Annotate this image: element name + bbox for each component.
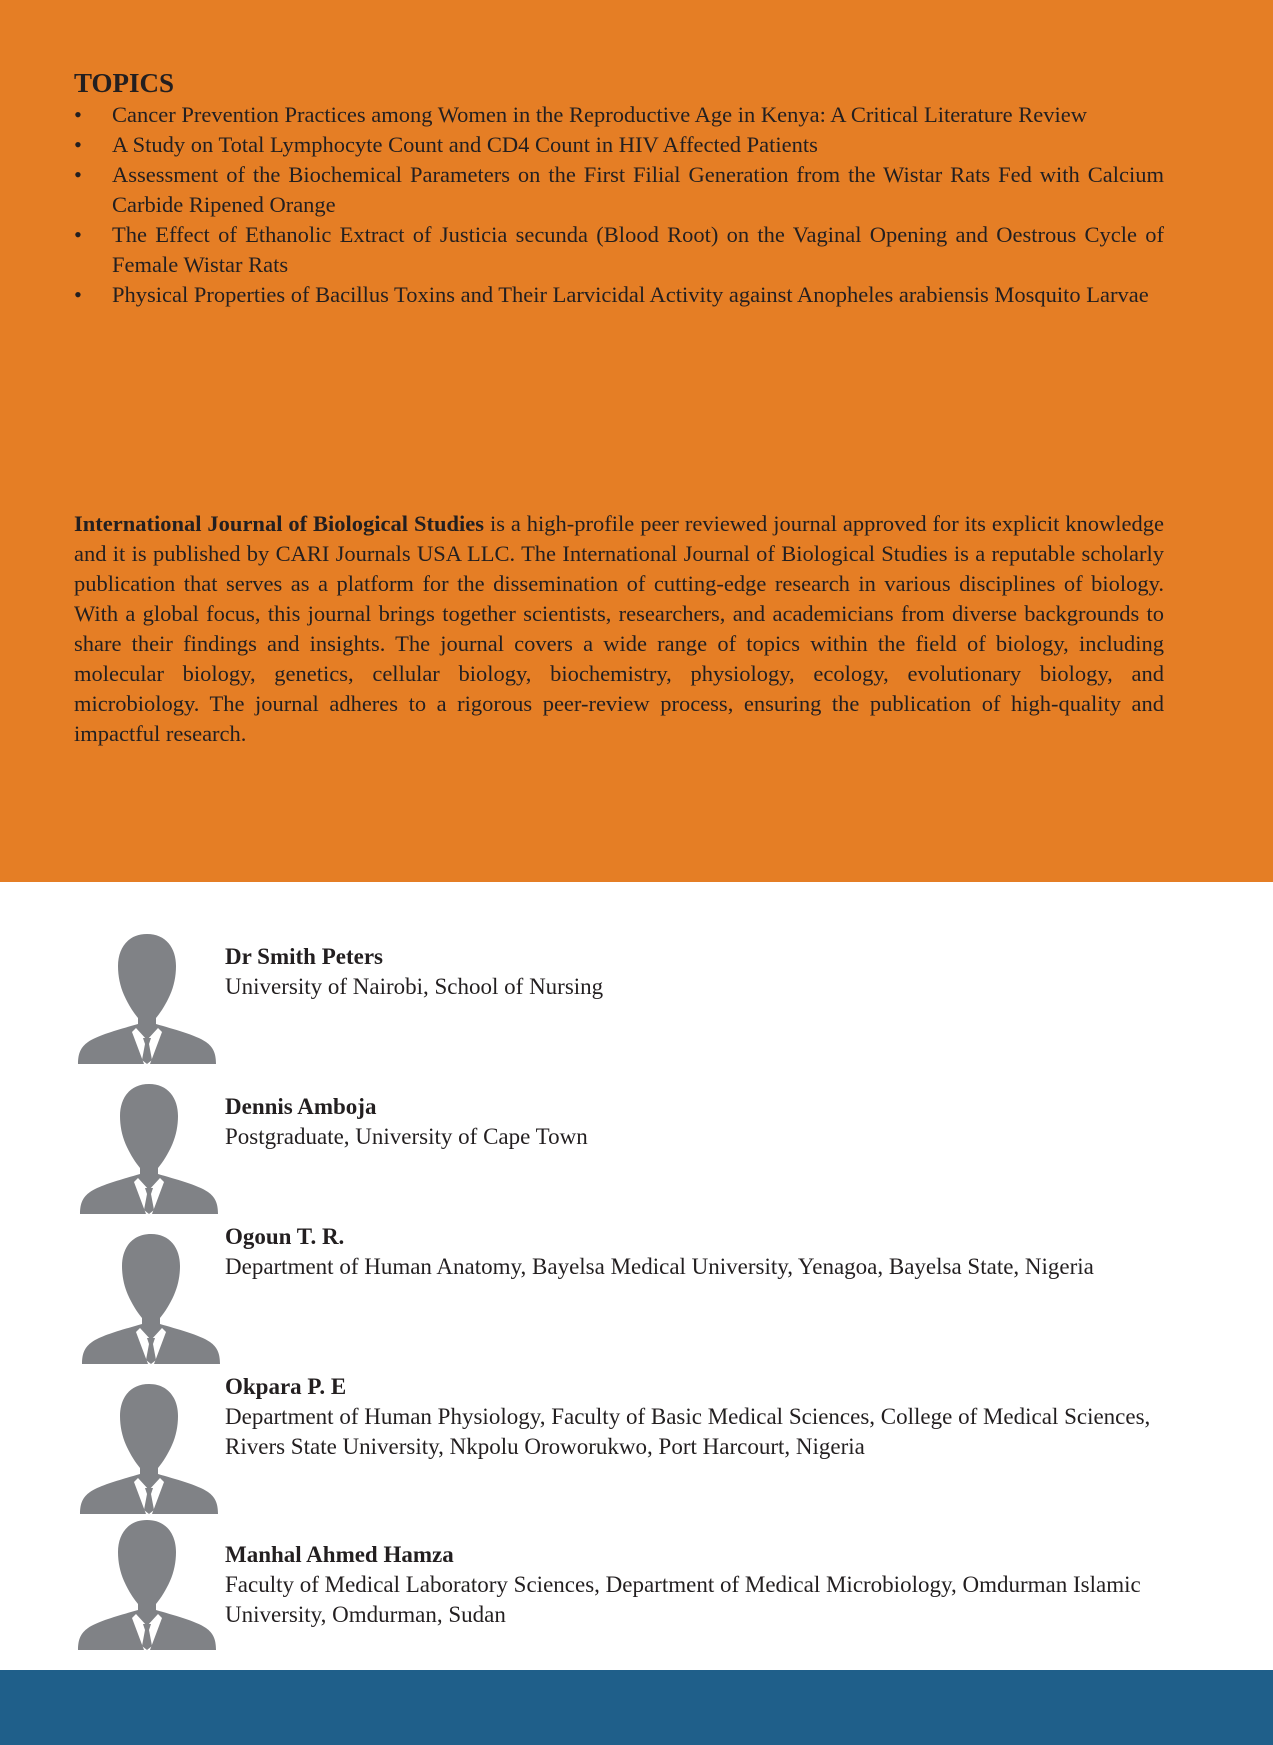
- person-silhouette-icon: [78, 1382, 220, 1514]
- topic-text: Physical Properties of Bacillus Toxins and Their Larvicidal Activity against Anopheles arabiensis Mosquito Larvae: [112, 282, 1149, 307]
- author-name: Manhal Ahmed Hamza: [225, 1542, 454, 1567]
- bullet: •: [74, 222, 82, 247]
- author-affiliation: Faculty of Medical Laboratory Sciences, Department of Medical Microbiology, Omdurman Islamic University, Omdurman, Sudan: [225, 1572, 1141, 1627]
- journal-name: International Journal of Biological Studies: [74, 511, 485, 536]
- topic-item: [74, 130, 1164, 160]
- person-silhouette-icon: [76, 1518, 218, 1650]
- topic-text: The Effect of Ethanolic Extract of Justicia secunda (Blood Root) on the Vaginal Opening and Oestrous Cycle of Female Wistar Rats: [112, 222, 1164, 277]
- author-affiliation: Department of Human Physiology, Faculty of Basic Medical Sciences, College of Medical Sciences, Rivers State University, Nkpolu Oroworukwo, Port Harcourt, Nigeria: [225, 1404, 1151, 1459]
- person-silhouette-icon: [76, 932, 218, 1064]
- author-name: Ogoun T. R.: [225, 1224, 345, 1249]
- bullet: •: [74, 162, 82, 187]
- author-affiliation: Department of Human Anatomy, Bayelsa Medical University, Yenagoa, Bayelsa State, Nigeria: [225, 1254, 1094, 1279]
- bullet: •: [74, 132, 82, 157]
- author-name: Okpara P. E: [225, 1374, 347, 1399]
- topic-text: Cancer Prevention Practices among Women in the Reproductive Age in Kenya: A Critical Literature Review: [112, 102, 1087, 127]
- topics-heading: TOPICS: [74, 68, 175, 98]
- author-affiliation: University of Nairobi, School of Nursing: [225, 974, 604, 999]
- author-info: [225, 1222, 1185, 1282]
- topic-text: A Study on Total Lymphocyte Count and CD4 Count in HIV Affected Patients: [112, 132, 818, 157]
- author-info: [225, 1092, 1185, 1152]
- topic-item: [74, 220, 1164, 280]
- bullet: •: [74, 282, 82, 307]
- topics-list: [74, 100, 1164, 310]
- topic-item: [74, 160, 1164, 220]
- person-silhouette-icon: [80, 1232, 222, 1364]
- footer-band: [0, 1670, 1273, 1745]
- person-silhouette-icon: [78, 1082, 220, 1214]
- topic-item: [74, 280, 1164, 310]
- author-name: Dr Smith Peters: [225, 944, 383, 969]
- topic-text: Assessment of the Biochemical Parameters on the First Filial Generation from the Wistar Rats Fed with Calcium Carbide Ripened Orange: [112, 162, 1164, 217]
- journal-description: [74, 509, 1164, 749]
- author-info: [225, 1372, 1185, 1462]
- journal-description-text: is a high-profile peer reviewed journal approved for its explicit knowledge and it is published by CARI Journals USA LLC. The International Journal of Biological Studies is a reputable scholarly publication that serves as a platform for the dissemination of cutting-edge research in various disciplines of biology. With a global focus, this journal brings together scientists, researchers, and academicians from diverse backgrounds to share their findings and insights. The journal covers a wide range of topics within the field of biology, including molecular biology, genetics, cellular biology, biochemistry, physiology, ecology, evolutionary biology, and microbiology. The journal adheres to a rigorous peer-review process, ensuring the publication of high-quality and impactful research.: [74, 511, 1164, 746]
- author-info: [225, 1540, 1185, 1630]
- author-affiliation: Postgraduate, University of Cape Town: [225, 1124, 588, 1149]
- bullet: •: [74, 102, 82, 127]
- author-info: [225, 942, 1185, 1002]
- author-name: Dennis Amboja: [225, 1094, 377, 1119]
- topic-item: [74, 100, 1164, 130]
